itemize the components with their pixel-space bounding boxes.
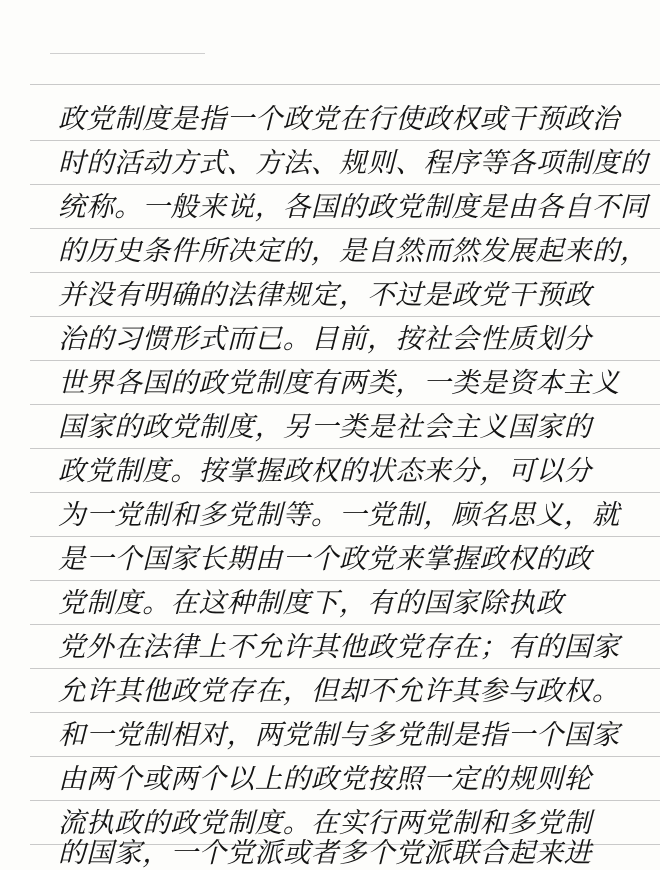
text-line-4: 的历史条件所决定的，是自然而然发展起来的， — [58, 235, 649, 267]
ruled-line — [30, 184, 660, 185]
text-line-6: 治的习惯形式而已。目前，按社会性质划分 — [58, 323, 592, 355]
text-line-1: 政党制度是指一个政党在行使政权或干预政治 — [58, 103, 620, 135]
text-line-17: 流执政的政党制度。在实行两党制和多党制 — [58, 807, 592, 839]
ruled-line — [30, 580, 660, 581]
text-line-8: 国家的政党制度，另一类是社会主义国家的 — [58, 411, 592, 443]
text-line-16: 由两个或两个以上的政党按照一定的规则轮 — [58, 763, 592, 795]
text-line-7: 世界各国的政党制度有两类，一类是资本主义 — [58, 367, 620, 399]
ruled-line — [30, 404, 660, 405]
ruled-line — [30, 360, 660, 361]
ruled-line — [30, 624, 660, 625]
ruled-line — [30, 272, 660, 273]
ruled-line — [30, 448, 660, 449]
ruled-line — [30, 492, 660, 493]
ruled-line — [30, 536, 660, 537]
text-line-10: 为一党制和多党制等。一党制，顾名思义，就 — [58, 499, 620, 531]
text-line-14: 允许其他政党存在，但却不允许其参与政权。 — [58, 675, 620, 707]
text-line-11: 是一个国家长期由一个政党来掌握政权的政 — [58, 543, 592, 575]
ruled-line — [30, 140, 660, 141]
text-line-2: 时的活动方式、方法、规则、程序等各项制度的 — [58, 147, 649, 179]
ruled-line — [30, 712, 660, 713]
text-line-9: 政党制度。按掌握政权的状态来分，可以分 — [58, 455, 592, 487]
text-line-12: 党制度。在这种制度下，有的国家除执政 — [58, 587, 564, 619]
ruled-line — [30, 668, 660, 669]
ruled-line — [30, 84, 660, 85]
ruled-line — [30, 228, 660, 229]
top-rule — [50, 53, 205, 54]
text-line-13: 党外在法律上不允许其他政党存在；有的国家 — [58, 631, 620, 663]
text-line-18: 的国家，一个党派或者多个党派联合起来进 — [58, 837, 592, 869]
text-line-3: 统称。一般来说，各国的政党制度是由各自不同 — [58, 191, 649, 223]
ruled-line — [30, 756, 660, 757]
text-line-15: 和一党制相对，两党制与多党制是指一个国家 — [58, 719, 620, 751]
text-line-5: 并没有明确的法律规定，不过是政党干预政 — [58, 279, 592, 311]
ruled-line — [30, 316, 660, 317]
ruled-line — [30, 800, 660, 801]
